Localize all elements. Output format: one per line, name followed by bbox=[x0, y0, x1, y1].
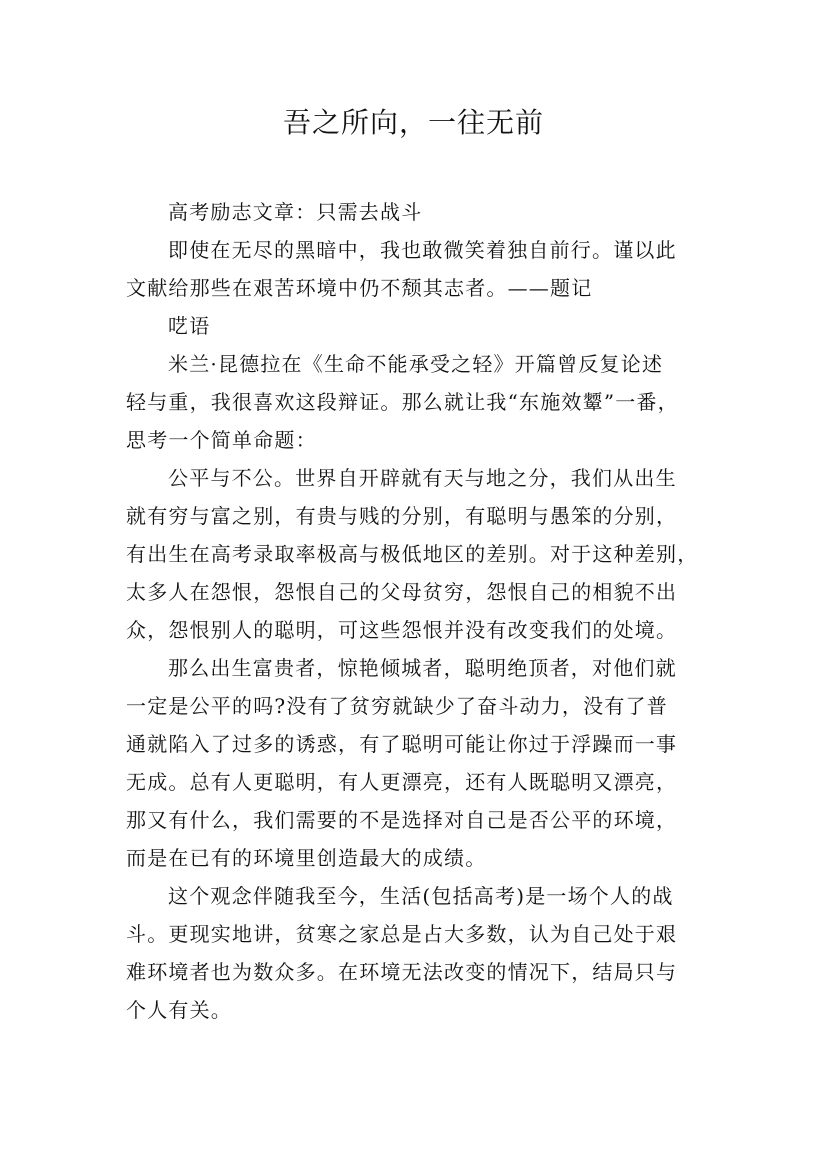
text-line: 太多人在怨恨，怨恨自己的父母贫穷，怨恨自己的相貌不出 bbox=[126, 580, 678, 604]
paragraph-kundera bbox=[126, 345, 701, 459]
text-line: 就有穷与富之别，有贵与贱的分别，有聪明与愚笨的分别， bbox=[126, 504, 678, 528]
document-body bbox=[126, 193, 701, 1029]
paragraph-privileged bbox=[126, 649, 701, 877]
text-line: 通就陷入了过多的诱惑，有了聪明可能让你过于浮躁而一事 bbox=[126, 732, 678, 756]
text-line: 众，怨恨别人的聪明，可这些怨恨并没有改变我们的处境。 bbox=[126, 618, 678, 642]
section-heading-yiyu bbox=[126, 307, 701, 345]
text-line: 这个观念伴随我至今，生活(包括高考)是一场个人的战 bbox=[168, 884, 674, 908]
text-line: 一定是公平的吗?没有了贫穷就缺少了奋斗动力，没有了普 bbox=[126, 694, 668, 718]
text-line: 那么出生富贵者，惊艳倾城者，聪明绝顶者，对他们就 bbox=[168, 656, 677, 680]
text-line: 斗。更现实地讲，贫寒之家总是占大多数，认为自己处于艰 bbox=[126, 922, 678, 946]
text-line: 那又有什么，我们需要的不是选择对自己是否公平的环境， bbox=[126, 808, 678, 832]
text-line: 无成。总有人更聪明，有人更漂亮，还有人既聪明又漂亮， bbox=[126, 770, 678, 794]
text-line: 高考励志文章：只需去战斗 bbox=[168, 200, 423, 224]
text-line: 文献给那些在艰苦环境中仍不颓其志者。——题记 bbox=[126, 276, 593, 300]
text-line: 个人有关。 bbox=[126, 998, 232, 1022]
text-line: 米兰·昆德拉在《生命不能承受之轻》开篇曾反复论述 bbox=[168, 352, 664, 376]
paragraph-epigraph bbox=[126, 231, 701, 307]
text-line: 公平与不公。世界自开辟就有天与地之分，我们从出生 bbox=[168, 466, 677, 490]
text-line: 轻与重，我很喜欢这段辩证。那么就让我“东施效颦”一番， bbox=[126, 390, 679, 414]
paragraph-subtitle bbox=[126, 193, 701, 231]
document-title: 吾之所向，一往无前 bbox=[282, 106, 544, 139]
text-line: 即使在无尽的黑暗中，我也敢微笑着独自前行。谨以此 bbox=[168, 238, 677, 262]
paragraph-battle bbox=[126, 877, 701, 1029]
text-line: 思考一个简单命题： bbox=[126, 428, 317, 452]
text-line: 呓语 bbox=[168, 314, 211, 338]
paragraph-fairness bbox=[126, 459, 701, 649]
text-line: 难环境者也为数众多。在环境无法改变的情况下，结局只与 bbox=[126, 960, 678, 984]
text-line: 有出生在高考录取率极高与极低地区的差别。对于这种差别， bbox=[126, 542, 699, 566]
text-line: 而是在已有的环境里创造最大的成绩。 bbox=[126, 846, 487, 870]
